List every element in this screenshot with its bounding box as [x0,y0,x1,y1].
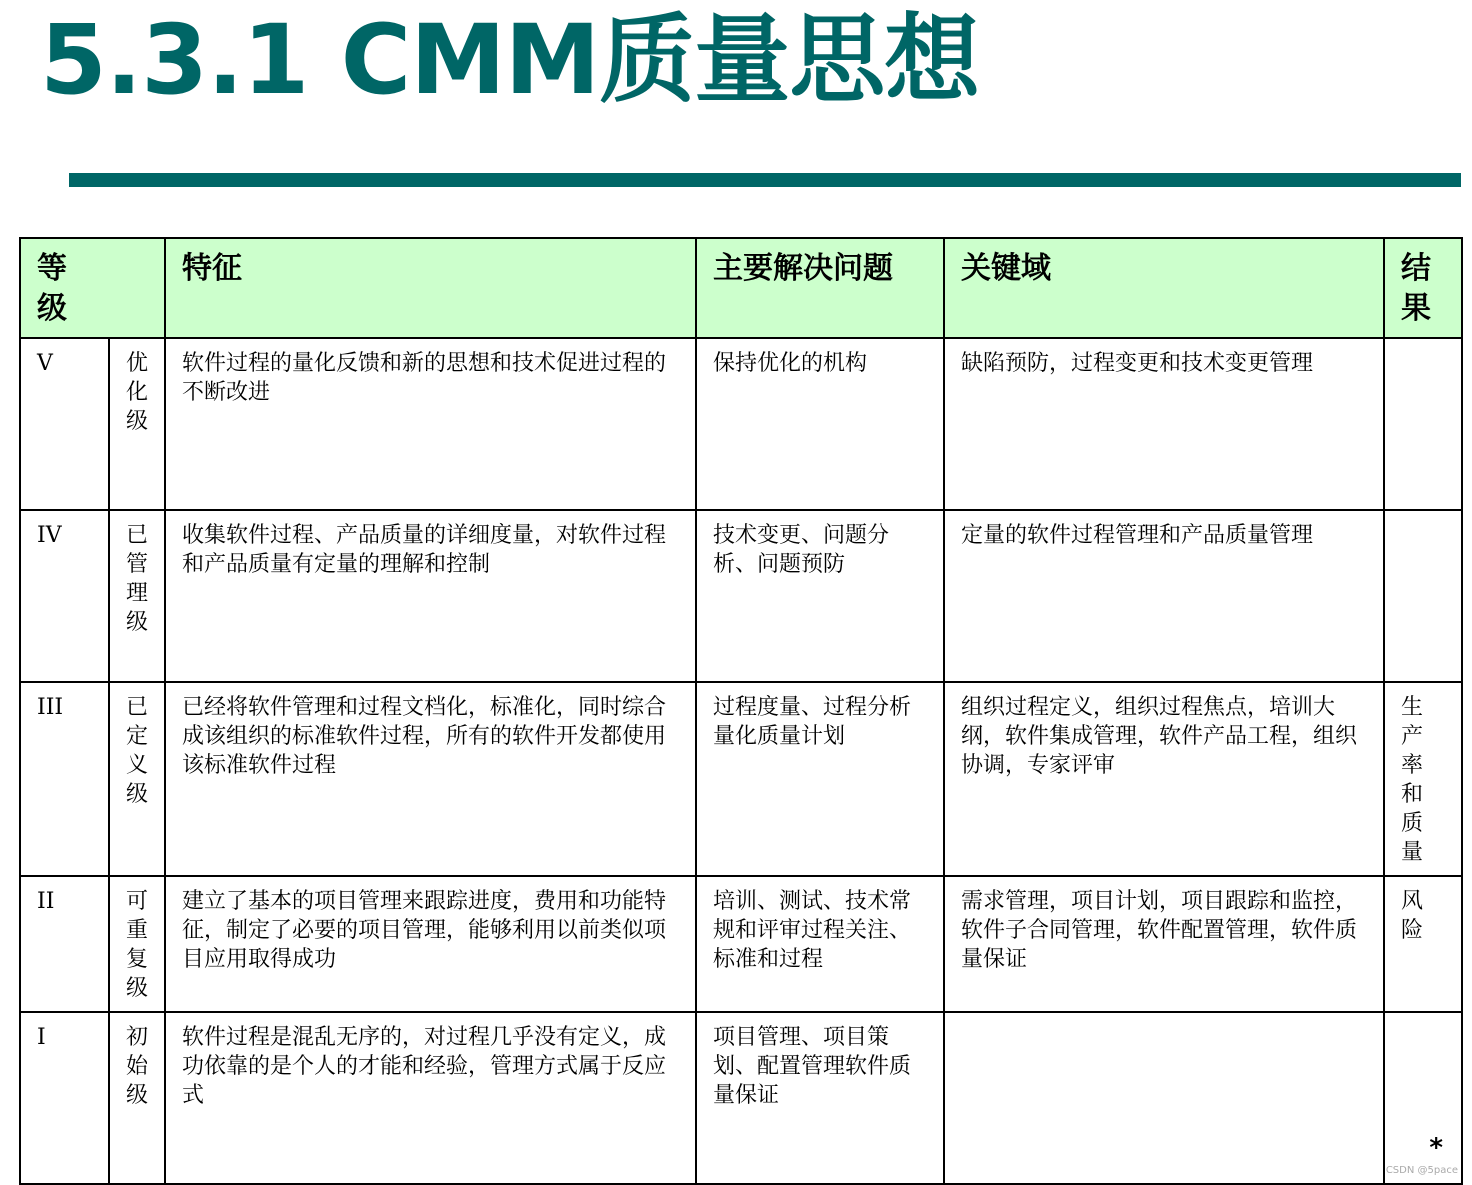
feature-cell: 软件过程的量化反馈和新的思想和技术促进过程的不断改进 [182,351,667,405]
key-area-cell: 需求管理，项目计划，项目跟踪和监控，软件子合同管理，软件配置管理，软件质量保证 [961,889,1358,972]
problem-cell: 技术变更、问题分析、问题预防 [713,523,890,577]
table-row [20,1012,1462,1184]
title-divider [69,173,1461,187]
level-name: 已定义级 [126,695,149,807]
watermark: CSDN @5pace [1385,1165,1458,1176]
problem-cell: 培训、测试、技术常规和评审过程关注、标准和过程 [713,889,912,972]
level-roman: III [37,695,64,720]
key-area-cell: 组织过程定义，组织过程焦点，培训大纲，软件集成管理，软件产品工程，组织协调，专家评审 [961,695,1358,778]
level-roman: IV [37,523,62,548]
page-title: 5.3.1 CMM质量思想 [40,4,980,116]
level-name: 已管理级 [126,523,149,635]
level-name: 初始级 [126,1025,149,1108]
table-header-row [20,238,1462,338]
star-mark: * [1429,1133,1443,1163]
level-roman: II [37,889,55,914]
feature-cell: 已经将软件管理和过程文档化，标准化，同时综合成该组织的标准软件过程，所有的软件开发都使用该标准软件过程 [182,695,667,778]
result-cell [1385,339,1431,357]
level-name: 优化级 [126,351,149,434]
result-cell: 生产率和质量 [1401,695,1424,865]
result-cell [1385,1013,1431,1031]
problem-cell: 项目管理、项目策划、配置管理软件质量保证 [713,1025,912,1108]
key-area-cell: 定量的软件过程管理和产品质量管理 [961,523,1314,548]
table-row [20,338,1462,510]
level-roman: I [37,1025,46,1050]
cmm-levels-table [19,237,1463,1185]
key-area-cell [945,1013,1383,1031]
header-key-area: 关键域 [944,238,1384,338]
result-cell [1385,511,1431,529]
level-roman: V [37,351,53,376]
feature-cell: 建立了基本的项目管理来跟踪进度，费用和功能特征，制定了必要的项目管理，能够利用以前类似项目应用取得成功 [182,889,667,972]
level-name: 可重复级 [126,889,149,1001]
table-row [20,876,1462,1012]
header-result: 结果 [1384,238,1462,338]
feature-cell: 软件过程是混乱无序的，对过程几乎没有定义，成功依靠的是个人的才能和经验，管理方式属于反应式 [182,1025,667,1108]
header-problem: 主要解决问题 [696,238,944,338]
key-area-cell: 缺陷预防，过程变更和技术变更管理 [961,351,1314,376]
feature-cell: 收集软件过程、产品质量的详细度量，对软件过程和产品质量有定量的理解和控制 [182,523,667,577]
problem-cell: 保持优化的机构 [713,351,868,376]
problem-cell: 过程度量、过程分析量化质量计划 [713,695,912,749]
header-feature: 特征 [165,238,696,338]
table-row [20,682,1462,876]
header-level: 等级 [20,238,165,338]
table-row [20,510,1462,682]
result-cell: 风险 [1401,889,1424,943]
